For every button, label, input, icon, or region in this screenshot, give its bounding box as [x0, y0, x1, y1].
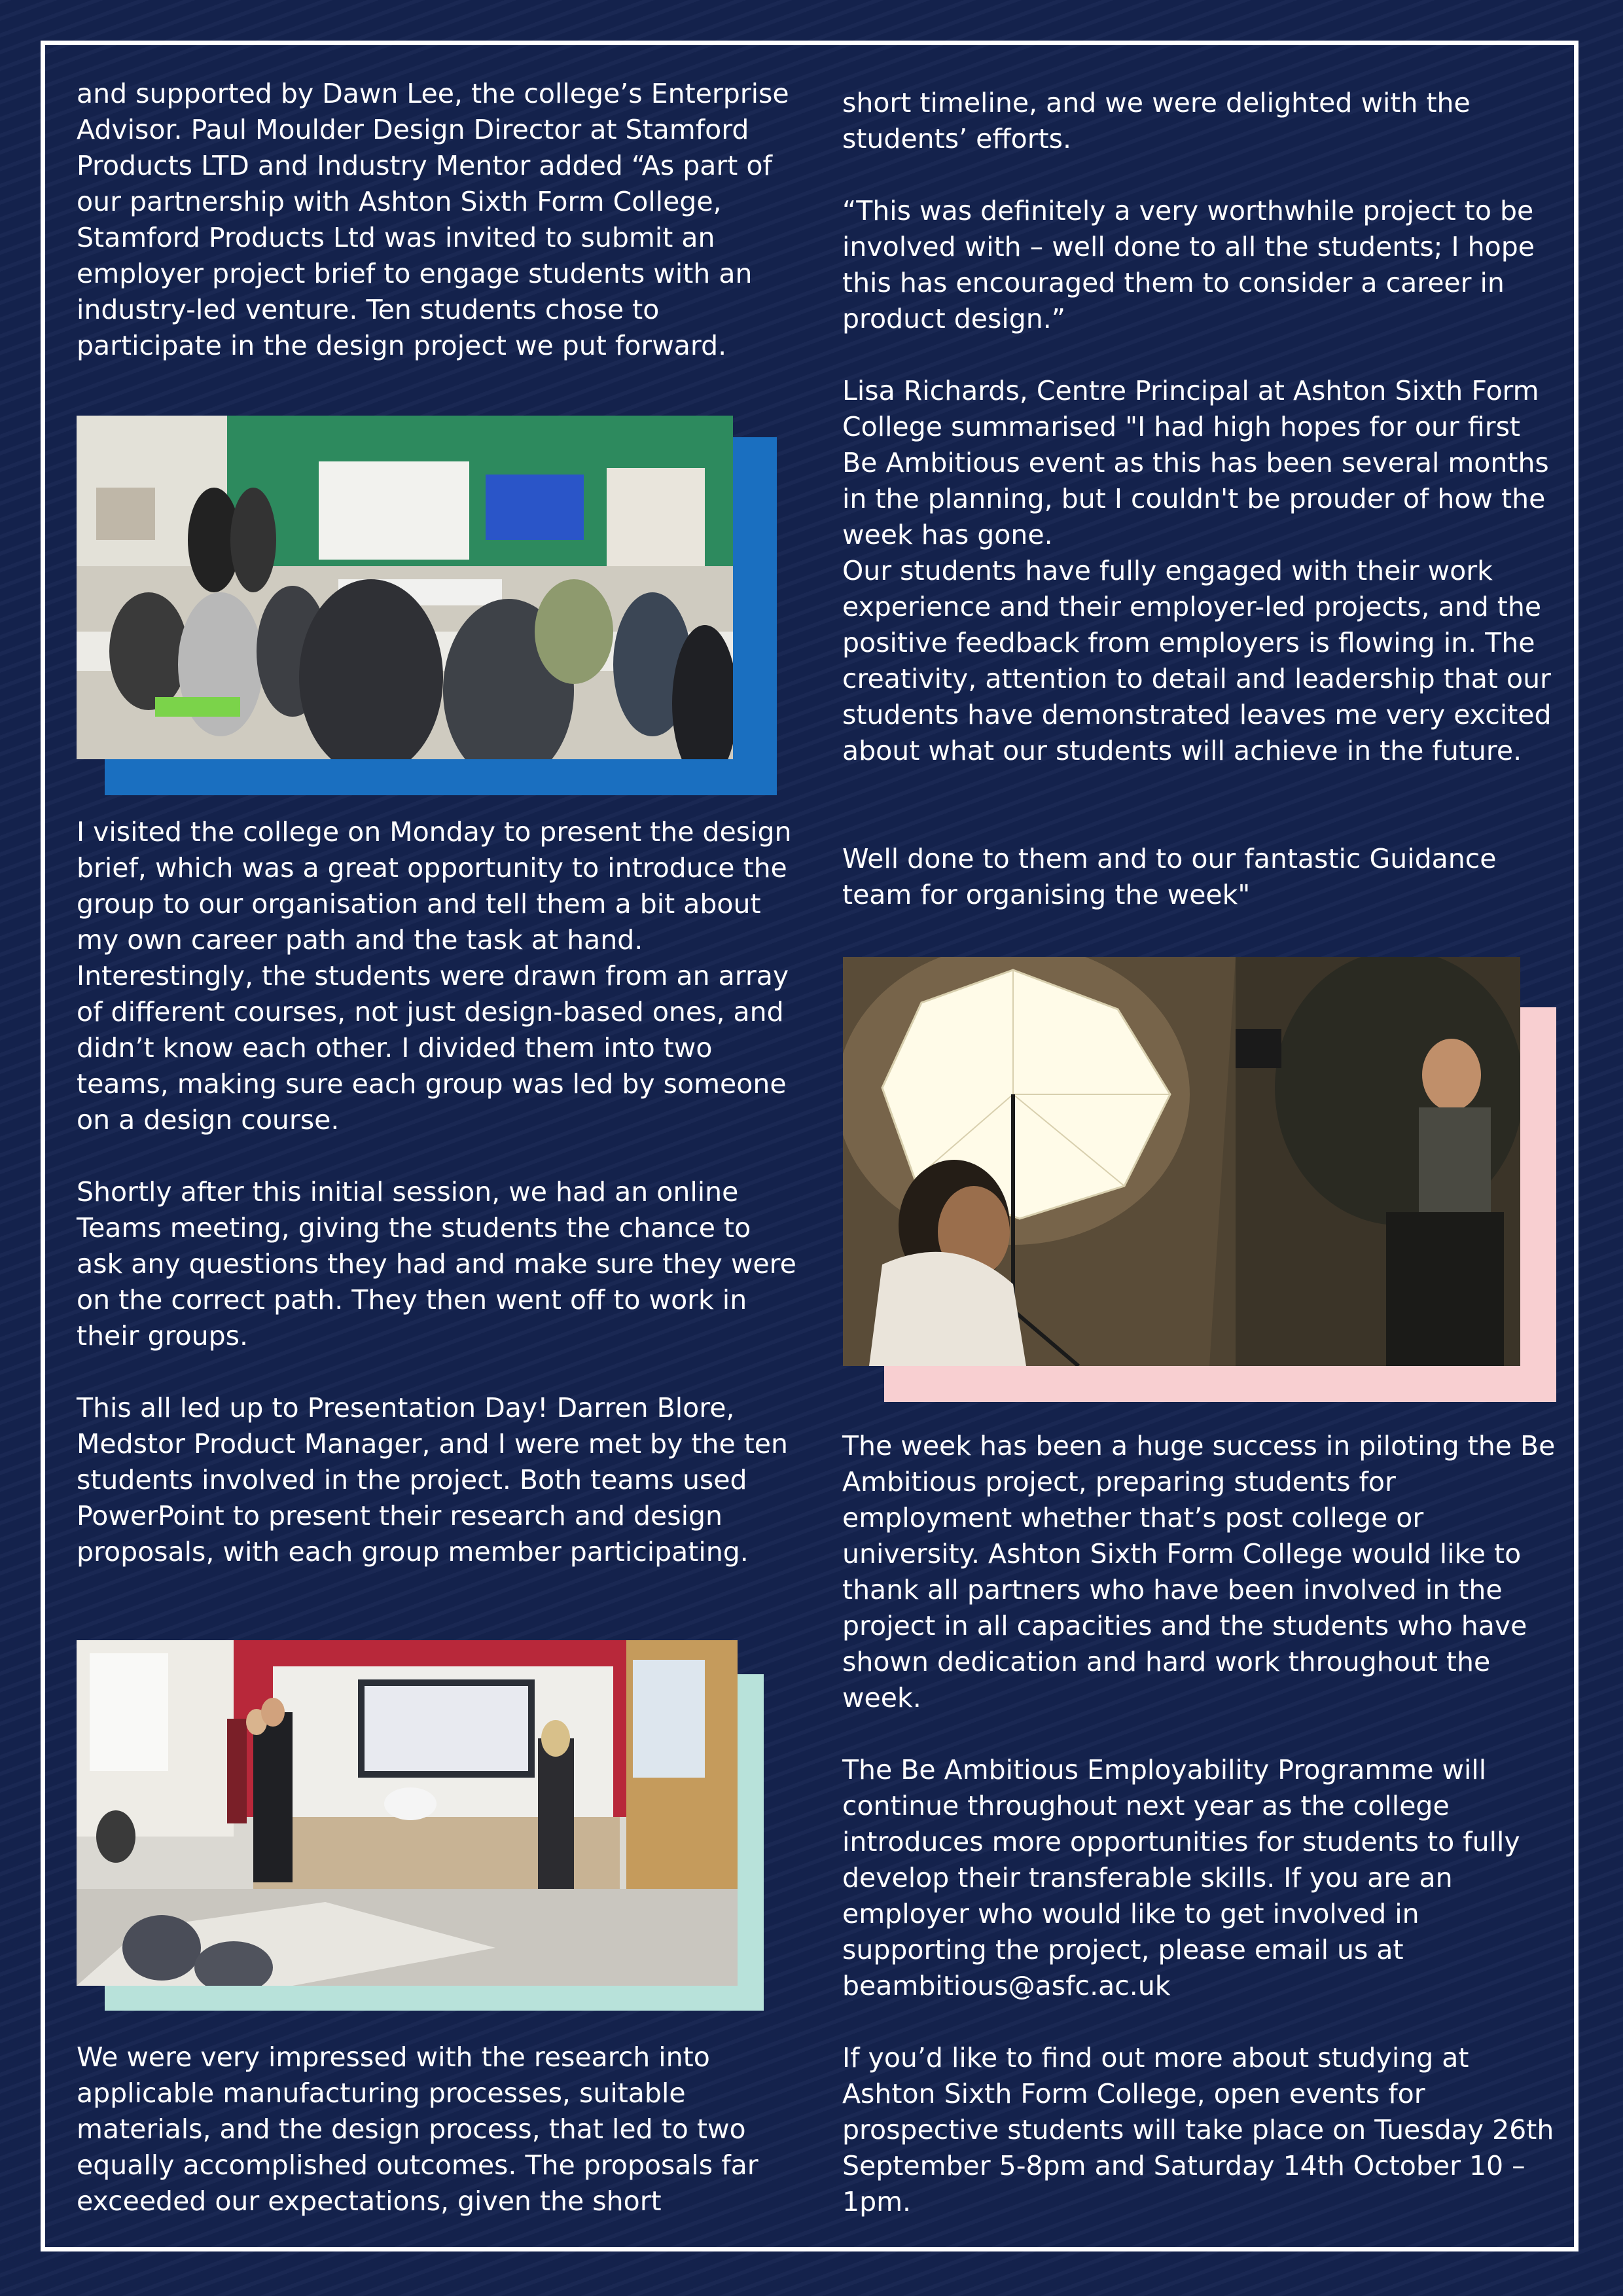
- left-paragraph-4: This all led up to Presentation Day! Darren Blore, Medstor Product Manager, and I were met by the ten students involved in the project. Both teams used PowerPoint to present their research and design proposals, with each group member participating.: [77, 1392, 788, 1568]
- presentation-photo: [77, 1640, 738, 1986]
- right-paragraph-7: The Be Ambitious Employability Programme will continue throughout next year as the college introduces more opportunities for students to fully develop their transferable skills. If you are an employer who would like to get involved in supporting the project, please email us at beambitious@asfc.ac.uk: [842, 1754, 1520, 2001]
- right-paragraph-4: Our students have fully engaged with their work experience and their employer-led projects, and the positive feedback from employers is flowing in. The creativity, attention to detail and leadership that our students have demonstrated leaves me very excited about what our students will achieve in the future.: [842, 555, 1552, 766]
- right-paragraph-3: Lisa Richards, Centre Principal at Ashton Sixth Form College summarised "I had high hopes for our first Be Ambitious event as this has been several months in the planning, but I couldn't be prouder of how the week has gone.: [842, 375, 1549, 550]
- right-paragraph-1: short timeline, and we were delighted with the students’ efforts.: [842, 87, 1471, 154]
- left-paragraph-5: We were very impressed with the research into applicable manufacturing processes, suitable materials, and the design process, that led to two equally accomplished outcomes. The proposals far exceeded our expectations, given the short: [77, 2041, 758, 2217]
- classroom-photo: [77, 416, 733, 759]
- photography-studio-photo: [843, 957, 1520, 1366]
- left-paragraph-2: I visited the college on Monday to present the design brief, which was a great opportunity to introduce the group to our organisation and tell them a bit about my own career path and the task at hand. Interestingly, the students were drawn from an array of different courses, not just design-based ones, and didn’t know each other. I divided them into two teams, making sure each group was led by someone on a design course.: [77, 816, 792, 1136]
- right-paragraph-8: If you’d like to find out more about studying at Ashton Sixth Form College, open events for prospective students will take place on Tuesday 26th September 5-8pm and Saturday 14th October 10 – 1pm.: [842, 2042, 1554, 2217]
- right-paragraph-2: “This was definitely a very worthwhile project to be involved with – well done to all the students; I hope this has encouraged them to consider a career in product design.”: [842, 195, 1535, 334]
- left-paragraph-3: Shortly after this initial session, we had an online Teams meeting, giving the students the chance to ask any questions they had and make sure they were on the correct path. They then went off to work in their groups.: [77, 1176, 796, 1352]
- right-paragraph-6: The week has been a huge success in piloting the Be Ambitious project, preparing students for employment whether that’s post college or university. Ashton Sixth Form College would like to thank all partners who have been involved in the project in all capacities and the students who have shown dedication and hard work throughout the week.: [842, 1430, 1556, 1713]
- left-paragraph-1: and supported by Dawn Lee, the college’s Enterprise Advisor. Paul Moulder Design Director at Stamford Products LTD and Industry Mentor added “As part of our partnership with Ashton Sixth Form College, Stamford Products Ltd was invited to submit an employer project brief to engage students with an industry-led venture. Ten students chose to participate in the design project we put forward.: [77, 78, 789, 361]
- right-paragraph-5: Well done to them and to our fantastic Guidance team for organising the week": [842, 843, 1497, 910]
